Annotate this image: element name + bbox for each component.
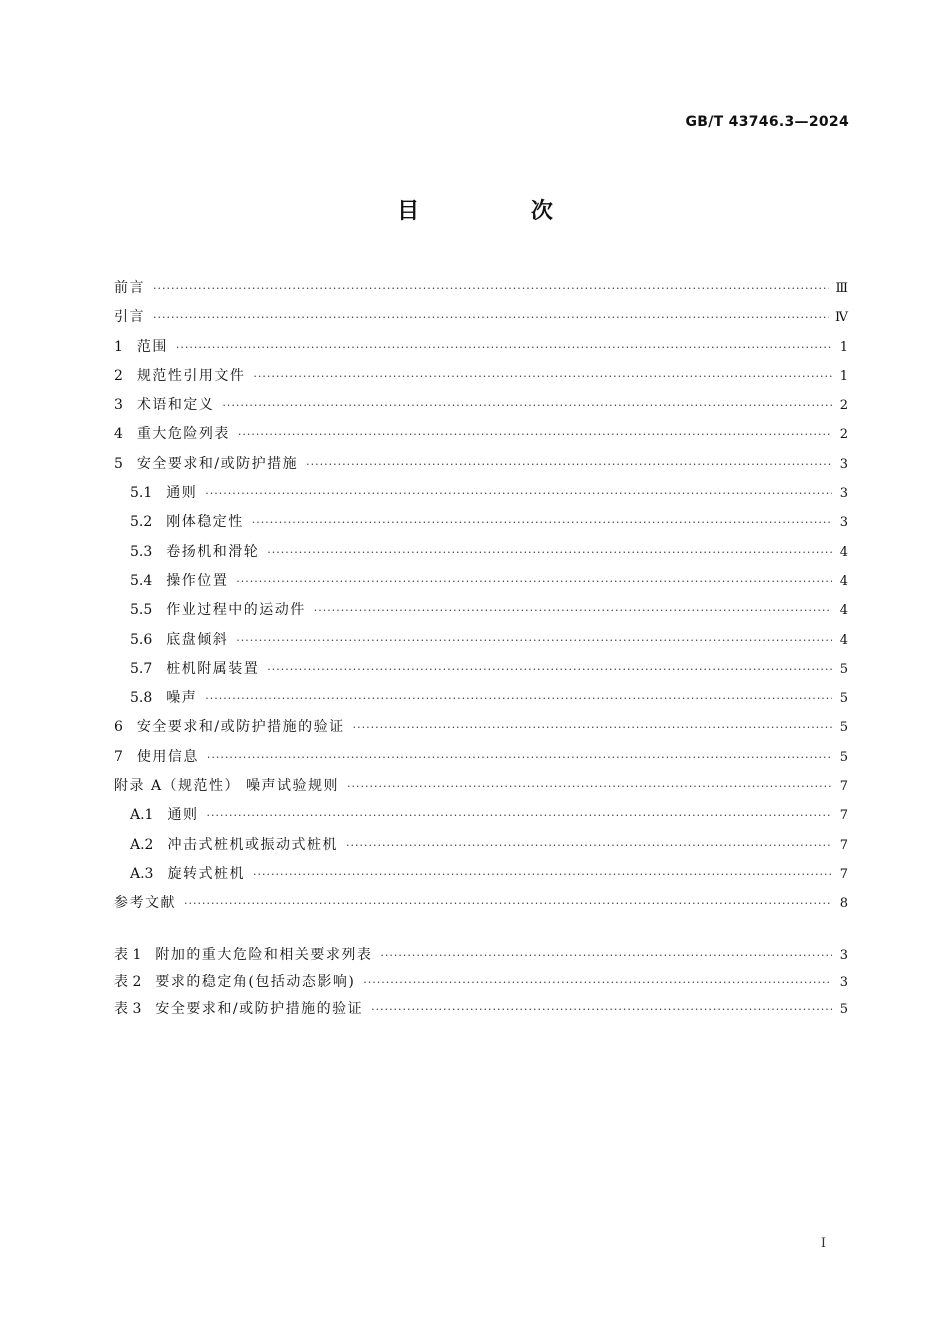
toc-entry-label: 安全要求和/或防护措施 [136,455,299,472]
dot-leader [371,996,832,1023]
dot-leader [347,772,832,801]
toc-entry-page: 7 [839,837,848,853]
toc-entry-label: 使用信息 [136,748,199,765]
toc-entry-label: 规范性引用文件 [136,367,246,384]
table-entry-page: 3 [839,948,848,963]
toc-entry-page: 1 [839,368,848,384]
table-of-contents [114,274,848,919]
toc-entry-number: 5.3 [130,543,153,560]
toc-entry-page: 4 [839,573,848,589]
toc-entry[interactable] [114,655,848,684]
toc-entry-label: 作业过程中的运动件 [166,602,306,619]
toc-entry[interactable] [114,333,848,362]
toc-entry[interactable] [114,831,848,860]
toc-entry-label: 通则 [166,485,198,502]
toc-entry-label: 前言 [114,280,145,296]
toc-entry[interactable] [114,772,848,801]
dot-leader [176,333,832,362]
toc-entry-page: 3 [839,486,848,502]
toc-entry[interactable] [114,508,848,537]
dot-leader [267,655,832,684]
table-entry-label: 要求的稳定角(包括动态影响) [155,974,356,990]
table-entry-number: 表 1 [114,947,142,963]
dot-leader [238,420,832,449]
dot-leader [153,303,829,332]
dot-leader [253,362,832,391]
toc-entry-label: 卷扬机和滑轮 [166,543,260,560]
toc-entry-label: 底盘倾斜 [166,631,229,648]
dot-leader [306,450,832,479]
dot-leader [236,626,832,655]
dot-leader [346,831,832,860]
toc-entry[interactable] [114,626,848,655]
table-entry-page: 5 [839,1002,848,1017]
toc-entry-number: A.1 [130,807,154,824]
dot-leader [380,942,832,969]
dot-leader [222,391,832,420]
toc-entry-label: 范围 [136,338,168,355]
dot-leader [314,596,832,625]
toc-entry[interactable] [114,450,848,479]
toc-entry-label: 操作位置 [166,572,229,589]
dot-leader [252,508,832,537]
dot-leader [363,969,832,996]
toc-entry[interactable] [114,420,848,449]
toc-entry-number: A.2 [130,836,154,853]
toc-entry[interactable] [114,567,848,596]
toc-entry-page: 2 [839,398,848,414]
toc-entry-number: A.3 [130,865,154,882]
table-entry-number: 表 2 [114,974,142,990]
toc-entry[interactable] [114,391,848,420]
toc-entry-number: 6 [114,719,123,736]
table-entry-label: 附加的重大危险和相关要求列表 [155,947,373,963]
toc-entry-label: 参考文献 [114,895,176,912]
toc-entry-number: 5.6 [130,631,153,648]
toc-entry-number: 4 [114,426,123,443]
toc-entry[interactable] [114,743,848,772]
toc-entry-number: 5 [114,455,123,472]
standard-code: GB/T 43746.3—2024 [685,114,849,130]
toc-entry-label: 引言 [114,309,145,326]
toc-entry-label: 冲击式桩机或振动式桩机 [167,836,338,853]
table-entry-page: 3 [839,975,848,990]
toc-entry[interactable] [114,303,848,332]
toc-entry-page: 5 [839,661,848,677]
dot-leader [353,713,832,742]
toc-entry[interactable] [114,860,848,889]
toc-entry-number: 5.4 [130,572,153,589]
page-title: 目 次 [397,199,605,224]
table-entry[interactable] [114,996,848,1023]
toc-entry-label: 通则 [167,807,199,824]
table-entry-label: 安全要求和/或防护措施的验证 [155,1001,364,1017]
toc-entry-label: 桩机附属装置 [166,660,260,677]
toc-entry-page: 1 [839,339,848,355]
toc-entry[interactable] [114,479,848,508]
dot-leader [205,684,832,713]
dot-leader [267,538,832,567]
toc-entry[interactable] [114,274,848,303]
toc-entry-page: 8 [839,896,848,912]
toc-entry-page: 7 [839,866,848,882]
toc-entry-number: 5.7 [130,660,153,677]
toc-entry[interactable] [114,362,848,391]
toc-entry-number: 7 [114,748,123,765]
toc-entry-page: 5 [839,720,848,736]
toc-entry-number: 5.2 [130,514,153,531]
toc-entry-page: 5 [839,749,848,765]
toc-entry-page: 4 [839,632,848,648]
toc-entry-page: Ⅳ [835,310,848,326]
toc-entry-number: 2 [114,367,123,384]
toc-entry-page: 2 [839,427,848,443]
toc-entry-page: 7 [839,808,848,824]
dot-leader [206,801,832,830]
toc-entry[interactable] [114,684,848,713]
toc-entry-number: 1 [114,338,123,355]
toc-entry-number: 5.5 [130,602,153,619]
page-number: Ⅰ [820,1236,826,1251]
toc-entry-page: 3 [839,456,848,472]
dot-leader [207,743,832,772]
list-of-tables [114,942,848,1023]
toc-entry-label: 附录 A（规范性） 噪声试验规则 [114,778,340,795]
toc-entry-page: Ⅲ [835,281,848,296]
toc-entry[interactable] [114,596,848,625]
toc-entry-page: 5 [839,691,848,707]
toc-entry-number: 3 [114,397,123,414]
toc-entry[interactable] [114,538,848,567]
toc-entry[interactable] [114,889,848,918]
toc-entry-page: 4 [839,603,848,619]
toc-entry-label: 重大危险列表 [136,426,230,443]
toc-entry-label: 旋转式桩机 [167,865,245,882]
toc-entry[interactable] [114,713,848,742]
table-entry[interactable] [114,942,848,969]
dot-leader [184,889,832,918]
table-entry-number: 表 3 [114,1001,142,1017]
dot-leader [205,479,832,508]
toc-entry-label: 安全要求和/或防护措施的验证 [136,719,345,736]
toc-entry-number: 5.8 [130,690,153,707]
dot-leader [153,274,829,303]
toc-entry[interactable] [114,801,848,830]
toc-entry-label: 术语和定义 [136,397,215,414]
dot-leader [236,567,832,596]
toc-entry-number: 5.1 [130,485,153,502]
toc-entry-label: 噪声 [166,690,198,707]
toc-entry-page: 7 [839,779,848,795]
table-entry[interactable] [114,969,848,996]
dot-leader [253,860,832,889]
toc-entry-label: 刚体稳定性 [166,514,244,531]
toc-entry-page: 4 [839,544,848,560]
toc-entry-page: 3 [839,515,848,531]
